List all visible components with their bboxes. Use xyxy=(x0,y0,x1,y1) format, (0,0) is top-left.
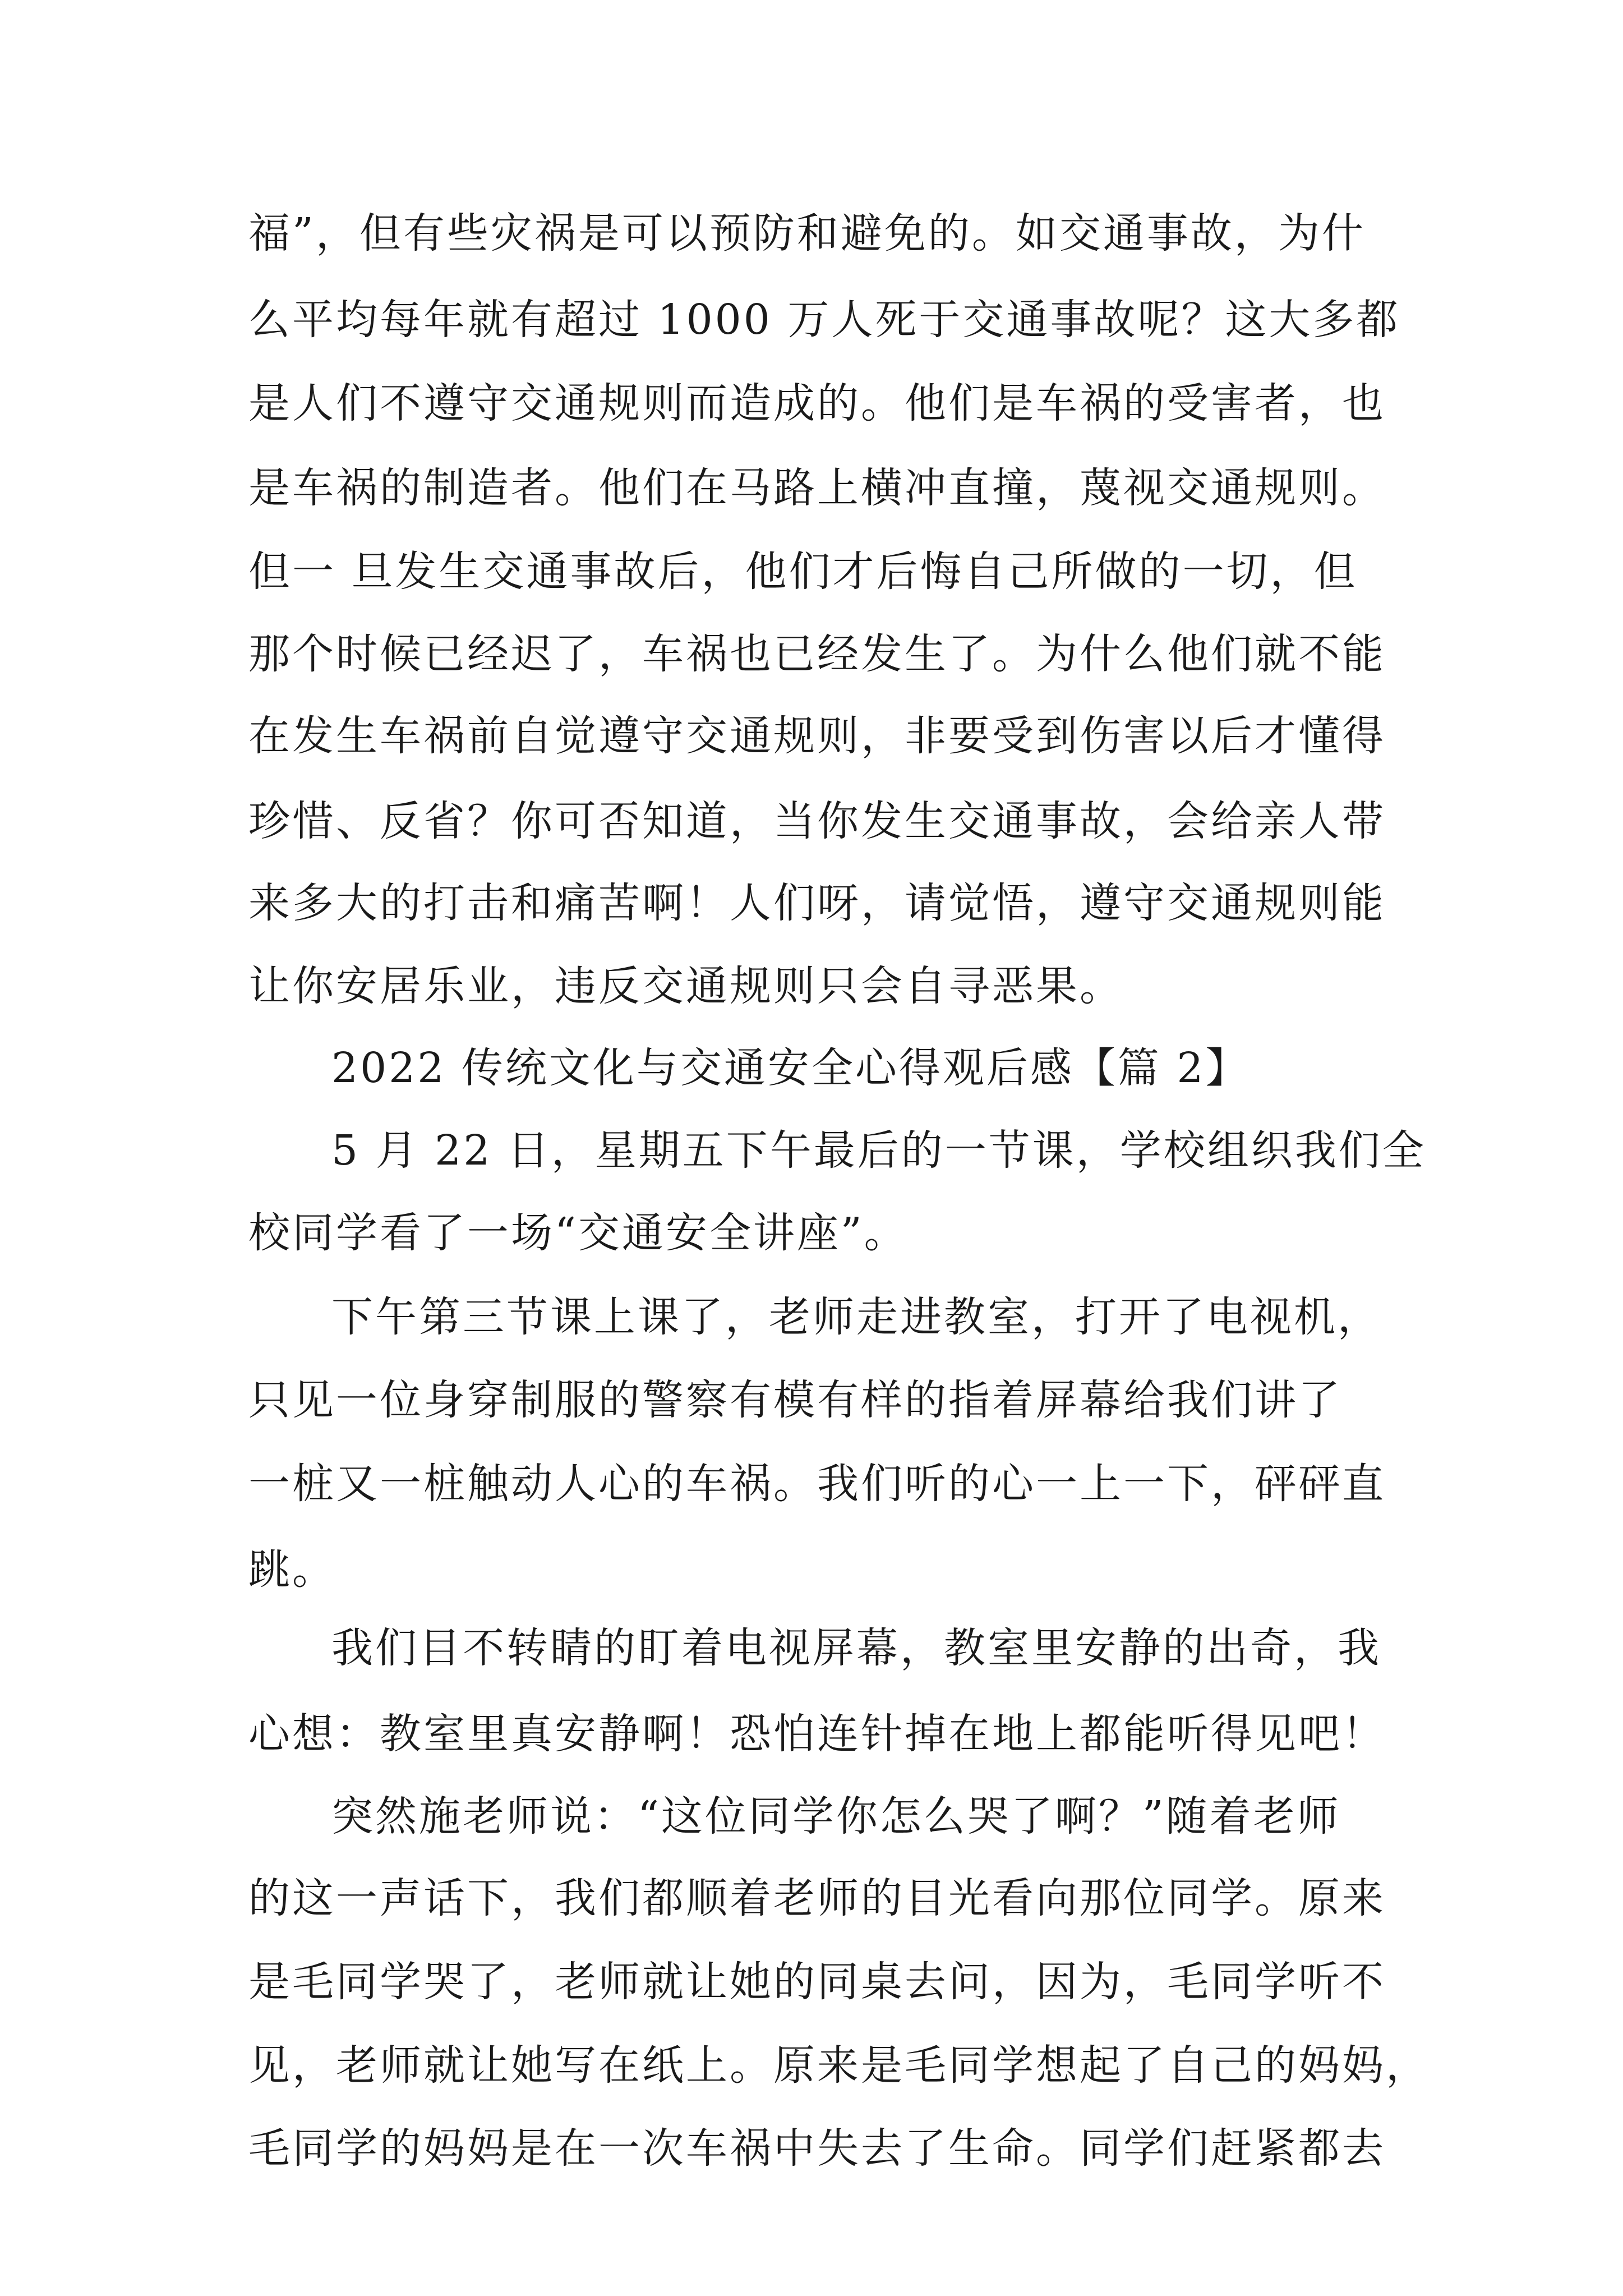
body-line: 来多大的打击和痛苦啊！人们呀，请觉悟，遵守交通规则能 xyxy=(248,879,1386,927)
body-line: 一桩又一桩触动人心的车祸。我们听的心一上一下，砰砰直 xyxy=(248,1460,1386,1508)
body-line: 跳。 xyxy=(248,1545,336,1594)
body-line: 但一 旦发生交通事故后，他们才后悔自己所做的一切，但 xyxy=(248,547,1358,596)
body-line: 是车祸的制造者。他们在马路上横冲直撞，蔑视交通规则。 xyxy=(248,464,1386,512)
body-line: 是毛同学哭了，老师就让她的同桌去问，因为，毛同学听不 xyxy=(248,1958,1386,2006)
body-line: 见，老师就让她写在纸上。原来是毛同学想起了自己的妈妈， xyxy=(248,2041,1430,2090)
body-line: 心想：教室里真安静啊！恐怕连针掉在地上都能听得见吧！ xyxy=(248,1710,1386,1758)
body-line: 我们目不转睛的盯着电视屏幕，教室里安静的出奇，我 xyxy=(331,1624,1381,1672)
body-line: 福”，但有些灾祸是可以预防和避免的。如交通事故，为什 xyxy=(248,209,1366,257)
body-line: 突然施老师说：“这位同学你怎么哭了啊？”随着老师 xyxy=(331,1792,1341,1841)
body-line: 珍惜、反省？你可否知道，当你发生交通事故，会给亲人带 xyxy=(248,797,1386,845)
body-line: 的这一声话下，我们都顺着老师的目光看向那位同学。原来 xyxy=(248,1874,1386,1922)
body-line: 只见一位身穿制服的警察有模有样的指着屏幕给我们讲了 xyxy=(248,1376,1342,1424)
section-heading: 2022 传统文化与交通安全心得观后感【篇 2】 xyxy=(331,1044,1249,1092)
body-line: 让你安居乐业，违反交通规则只会自寻恶果。 xyxy=(248,962,1123,1010)
body-line: 5 月 22 日，星期五下午最后的一节课，学校组织我们全 xyxy=(331,1126,1426,1175)
body-line: 是人们不遵守交通规则而造成的。他们是车祸的受害者，也 xyxy=(248,379,1386,427)
body-line: 么平均每年就有超过 1000 万人死于交通事故呢？这大多都 xyxy=(248,296,1400,344)
body-line: 毛同学的妈妈是在一次车祸中失去了生命。同学们赶紧都去 xyxy=(248,2124,1386,2173)
body-line: 校同学看了一场“交通安全讲座”。 xyxy=(248,1209,908,1257)
body-line: 在发生车祸前自觉遵守交通规则，非要受到伤害以后才懂得 xyxy=(248,712,1386,760)
body-line: 下午第三节课上课了，老师走进教室，打开了电视机， xyxy=(331,1293,1381,1341)
body-line: 那个时候已经迟了，车祸也已经发生了。为什么他们就不能 xyxy=(248,630,1386,678)
